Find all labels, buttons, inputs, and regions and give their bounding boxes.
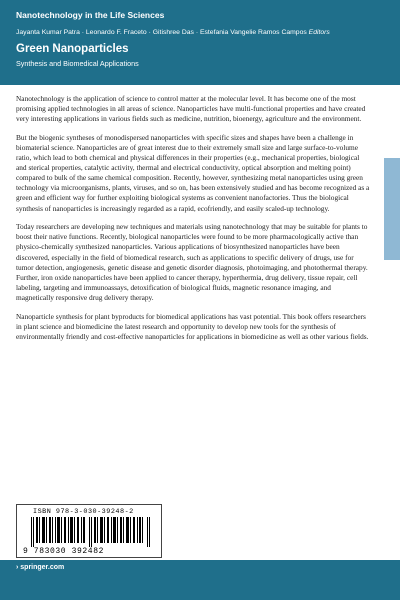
series-title: Nanotechnology in the Life Sciences xyxy=(16,10,165,20)
book-title: Green Nanoparticles xyxy=(16,43,129,55)
editors-line xyxy=(16,29,330,36)
springer-link[interactable]: › springer.com xyxy=(16,564,65,571)
blurb-text xyxy=(16,94,370,350)
isbn-number: ISBN 978-3-030-39248-2 xyxy=(33,508,134,516)
ean-digits: 9 783030 392482 xyxy=(23,547,105,556)
header-band xyxy=(0,0,400,85)
book-subtitle: Synthesis and Biomedical Applications xyxy=(16,59,139,68)
editors-suffix: Editors xyxy=(308,29,330,36)
paragraph-1: Nanotechnology is the application of science to control matter at the molecular level. It has become one of the most promising applied technologies in all areas of science. Nanoparticles have multi-functional properties and have created very interesting applications in various fields such as medicine, nutrition, bioenergy, agriculture and the environment. xyxy=(16,94,366,124)
footer-band xyxy=(0,560,400,600)
isbn-barcode xyxy=(16,504,162,558)
color-tab xyxy=(384,158,400,260)
barcode-icon xyxy=(31,517,151,547)
editor-names: Jayanta Kumar Patra · Leonardo F. Fraceto · Gitishree Das · Estefania Vangelie Ramos Campos xyxy=(16,29,307,36)
paragraph-3: Today researchers are developing new techniques and materials using nanotechnology that may be suitable for plants to boost their native functions. Recently, biological nanoparticles were found to be more pharmacologically active than physico-chemically synthesized nanoparticles. Various applications of biosynthesized nanoparticles have been discovered, especially in the field of biomedical research, such as applications to specific delivery of drugs, use for tumor detection, angiogenesis, genetic disease and genetic disorder diagnosis, photoimaging, and photothermal therapy. Further, iron oxide nanoparticles have been applied to cancer therapy, hyperthermia, drug delivery, tissue repair, cell labeling, targeting and immunoassays, detoxification of biological fluids, magnetic resonance imaging, and magnetically responsive drug delivery therapy. xyxy=(16,222,368,302)
paragraph-2: But the biogenic syntheses of monodispersed nanoparticles with specific sizes and shapes have been a challenge in biomaterial science. Nanoparticles are of great interest due to their extremely small size and large surface-to-volume ratio, which lead to both chemical and physical differences in their properties (e.g., mechanical properties, biological and sterical properties, catalytic activity, thermal and electrical conductivity, optical absorption and melting point) compared to bulk of the same chemical composition. Recently, however, synthesizing metal nanoparticles using green technology via microorganisms, plants, viruses, and so on, has been extensively studied and has become recognized as a green and efficient way for further exploiting biological systems as convenient nanofactories. Thus the biological synthesis of nanoparticles is increasingly regarded as a rapid, ecofriendly, and easily scaled-up technology. xyxy=(16,132,370,213)
paragraph-4: Nanoparticle synthesis for plant byproducts for biomedical applications has vast potential. This book offers researchers in plant science and biomedicine the latest research and opportunity to develop new tools for the synthesis of environmentally friendly and cost-effective nanoparticles for applications in biomedicine as well as other various fields. xyxy=(16,311,369,341)
